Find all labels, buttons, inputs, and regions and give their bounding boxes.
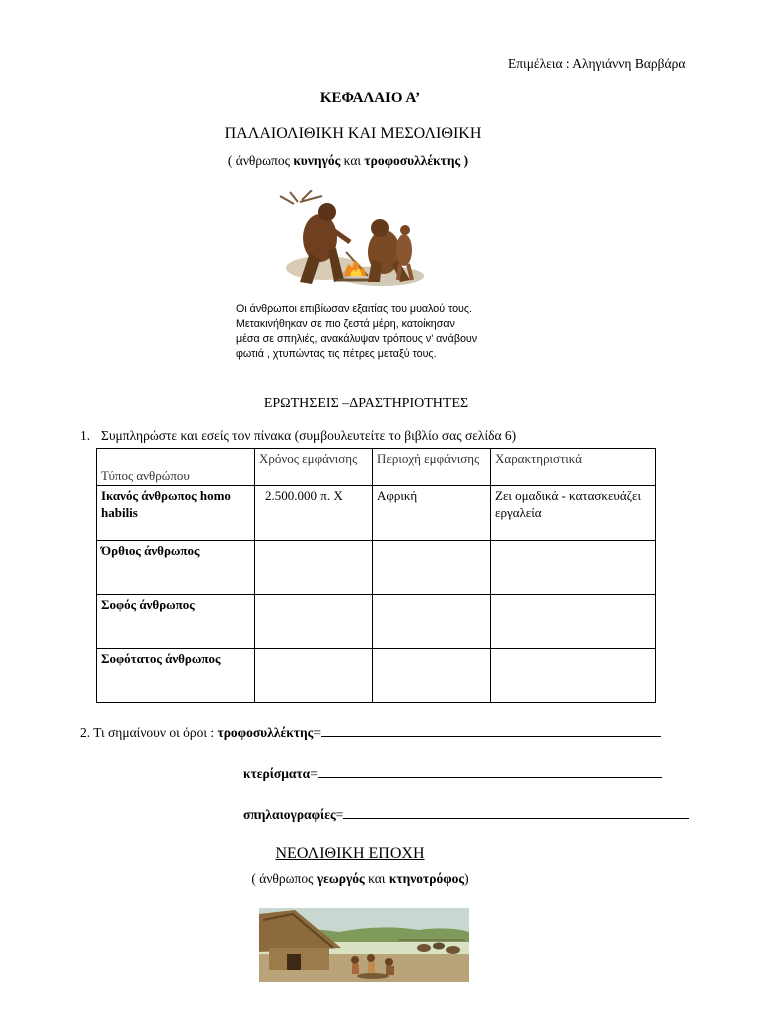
paleolithic-caption: Οι άνθρωποι επιβίωσαν εξαιτίας του μυαλού τους. Μετακινήθηκαν σε πιο ζεστά μέρη, κατοίκησαν μέσα σε σπηλιές, ανακάλυψαν τρόπους ν’ ανάβουν φωτιά , χτυπώντας τις πέτρες μεταξύ τους. [236, 303, 478, 360]
cell-time[interactable] [255, 541, 373, 595]
cell-time[interactable] [255, 595, 373, 649]
section-title-paleolithic: ΠΑΛΑΙΟΛΙΘΙΚΗ ΚΑΙ ΜΕΣΟΛΙΘΙΚΗ [224, 125, 482, 142]
cell-traits[interactable] [491, 649, 656, 703]
editor-credit: Επιμέλεια : Αληγιάννη Βαρβάρα [508, 56, 686, 71]
cell-region: Αφρική [373, 486, 491, 541]
term-label: σπηλαιογραφίες [243, 807, 336, 822]
subtitle-conj: και [364, 871, 389, 886]
equals-sign: = [310, 766, 318, 781]
table-row [97, 486, 656, 541]
header-time: Χρόνος εμφάνισης [255, 449, 373, 486]
questions-title: ΕΡΩΤΗΣΕΙΣ –ΔΡΑΣΤΗΡΙΟΤΗΤΕΣ [263, 396, 469, 411]
answer-blank-grave-goods[interactable] [318, 765, 662, 778]
table-row [97, 595, 656, 649]
term-herder: κτηνοτρόφος [388, 871, 465, 886]
table-row [97, 649, 656, 703]
header-type: Τύπος ανθρώπου [97, 449, 255, 486]
question-1 [80, 428, 516, 444]
section-subtitle-paleolithic [0, 153, 696, 169]
subtitle-close: ) [464, 871, 469, 886]
cavemen-fire-illustration [272, 190, 436, 292]
term-label: κτερίσματα [243, 766, 311, 781]
answer-blank-cave-paintings[interactable] [343, 806, 689, 819]
human-types-table [96, 448, 656, 703]
neolithic-village-illustration [259, 908, 469, 982]
header-traits: Χαρακτηριστικά [491, 449, 656, 486]
term-label: τροφοσυλλέκτης [217, 725, 314, 740]
cell-region[interactable] [373, 649, 491, 703]
cell-time: 2.500.000 π. Χ [255, 486, 373, 541]
cell-traits: Ζει ομαδικά - κατασκευάζει εργαλεία [491, 486, 656, 541]
question-2-term-3 [243, 806, 689, 823]
table-row [97, 541, 656, 595]
question-2-prefix: 2. Τι σημαίνουν οι όροι : [80, 725, 218, 740]
term-hunter: κυνηγός [293, 153, 341, 168]
table-header-row [97, 449, 656, 486]
chapter-title: ΚΕΦΑΛΑΙΟ Α’ [319, 90, 421, 106]
cell-type: Σοφότατος άνθρωπος [97, 649, 255, 703]
answer-blank-gatherer[interactable] [321, 724, 661, 737]
cell-type: Όρθιος άνθρωπος [97, 541, 255, 595]
question-2-term-2 [243, 765, 662, 782]
equals-sign: = [313, 725, 321, 740]
section-title-neolithic: ΝΕΟΛΙΘΙΚΗ ΕΠΟΧΗ [275, 845, 425, 862]
term-gatherer: τροφοσυλλέκτης ) [364, 153, 469, 168]
section-subtitle-neolithic [0, 871, 720, 887]
equals-sign: = [335, 807, 344, 822]
subtitle-conj: και [340, 153, 365, 168]
cell-region[interactable] [373, 541, 491, 595]
cell-traits[interactable] [491, 595, 656, 649]
cell-type: Ικανός άνθρωπος homo habilis [97, 486, 255, 541]
question-1-text: Συμπληρώστε και εσείς τον πίνακα (συμβουλευτείτε το βιβλίο σας σελίδα 6) [101, 428, 517, 443]
cell-type: Σοφός άνθρωπος [97, 595, 255, 649]
cell-region[interactable] [373, 595, 491, 649]
question-2 [80, 724, 661, 741]
subtitle-open: ( άνθρωπος [227, 153, 294, 168]
cell-time[interactable] [255, 649, 373, 703]
cell-traits[interactable] [491, 541, 656, 595]
term-farmer: γεωργός [316, 871, 365, 886]
question-1-number: 1. [80, 428, 91, 443]
header-region: Περιοχή εμφάνισης [373, 449, 491, 486]
subtitle-open: ( άνθρωπος [251, 871, 317, 886]
